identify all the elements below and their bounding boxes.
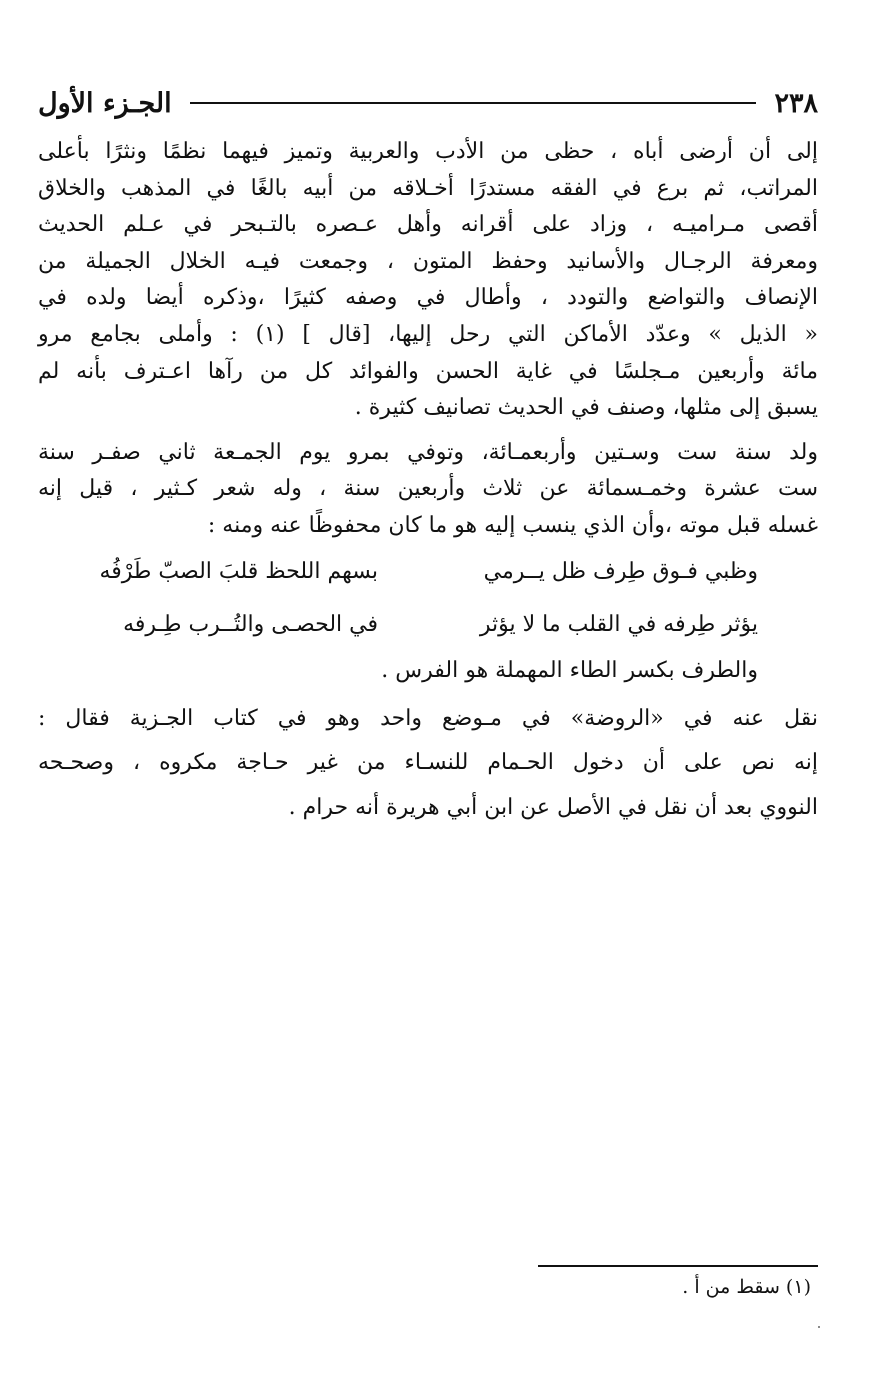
header-rule — [190, 102, 757, 104]
verse-line — [38, 545, 818, 598]
page-speck — [818, 1326, 820, 1328]
text-line: مائة وأربعين مـجلسًا في غاية الحسن والفوائد كل من رآها اعـترف بأنه لم — [38, 358, 818, 384]
verse-first-hemistich: وظبي فـوق طِرف ظل يــرمي — [483, 558, 758, 584]
verse-explanation: والطرف بكسر الطاء المهملة هو الفرس . — [381, 657, 758, 683]
verse-second-hemistich: في الحصـى والتُــرب طِـرفه — [123, 611, 378, 637]
text-line: ست عشرة وخمـسمائة عن ثلاث وأربعين سنة ، وله شعر كـثير ، قيل إنه — [38, 476, 819, 502]
main-text — [38, 134, 818, 826]
verse-first-hemistich: يؤثر طِرفه في القلب ما لا يؤثر — [479, 611, 758, 637]
text-line: ولد سنة ست وسـتين وأربعمـائة، وتوفي بمرو يوم الجمـعة ثاني صفـر سنة — [38, 439, 818, 465]
footnote-separator — [538, 1265, 818, 1267]
book-page — [38, 78, 818, 826]
text-line: إنه نص على أن دخول الحـمام للنسـاء من غير حـاجة مكروه ، وصحـحه — [38, 750, 818, 776]
volume-title: الجـزء الأول — [38, 87, 172, 119]
text-line: يسبق إلى مثلها، وصنف في الحديث تصانيف كثيرة . — [354, 395, 818, 421]
verse-line — [38, 598, 818, 651]
paragraph-birth-death — [38, 435, 818, 545]
text-line: إلى أن أرضى أباه ، حظى من الأدب والعربية وتميز فيهما نظمًا ونثرًا بأعلى — [38, 139, 818, 164]
text-line: نقل عنه في «الروضة» في مـوضع واحد وهو في كتاب الجـزية فقال : — [38, 705, 818, 731]
paragraph-rawda — [38, 701, 818, 827]
paragraph-biography — [38, 134, 818, 427]
footnote: (١) سقط من أ . — [682, 1276, 811, 1298]
text-line: المراتب، ثم برع في الفقه مستدرًا أخـلاقه من أبيه بالغًا في المذهب والخلاق — [38, 175, 818, 201]
running-header — [38, 78, 818, 128]
text-line: النووي بعد أن نقل في الأصل عن ابن أبي هريرة أنه حرام . — [288, 794, 818, 820]
text-line: « الذيل » وعدّد الأماكن التي رحل إليها، [قال ] (١) : وأملى بجامع مرو — [38, 321, 818, 347]
text-line: الإنصاف والتواضع والتودد ، وأطال في وصفه كثيرًا ،وذكره أيضا ولده في — [38, 285, 818, 311]
text-line: أقصى مـراميـه ، وزاد على أقرانه وأهل عـصره بالتـبحر في عـلم الحديث — [38, 212, 818, 238]
verse-second-hemistich: بسهم اللحظ قلبَ الصبّ طَرْفُه — [99, 558, 378, 584]
text-line: ومعرفة الرجـال والأسانيد وحفظ المتون ، وجمعت فيـه الخلال الجميلة من — [38, 248, 818, 274]
text-line: غسله قبل موته ،وأن الذي ينسب إليه هو ما كان محفوظًا عنه ومنه : — [207, 512, 818, 538]
page-number: ٢٣٨ — [774, 87, 818, 119]
